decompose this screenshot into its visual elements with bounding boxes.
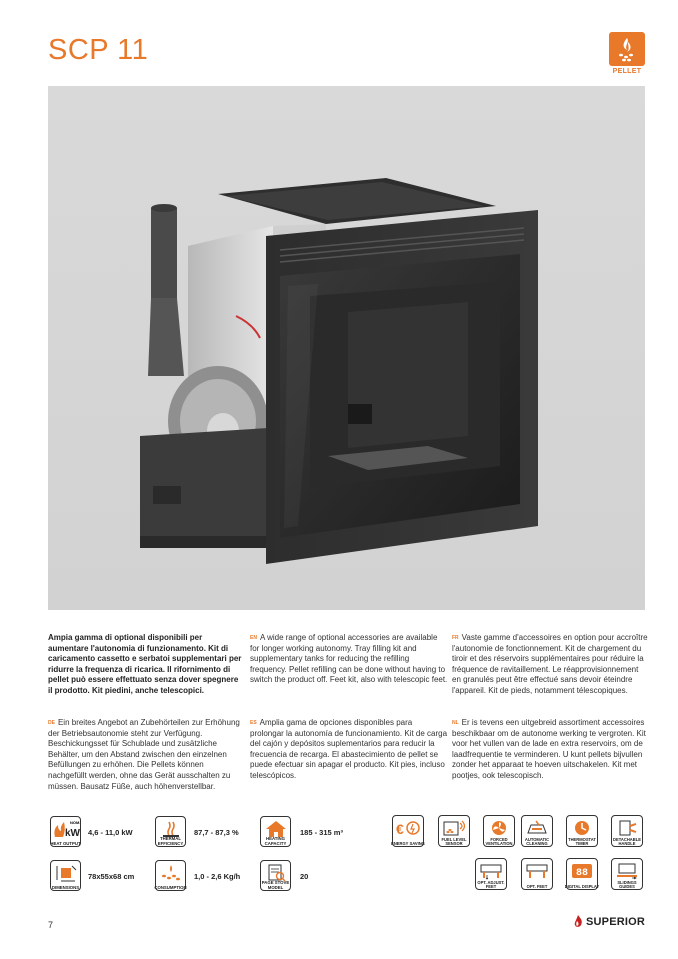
forced-ventilation-caption: FORCED VENTILATION xyxy=(485,836,513,847)
heat-output-caption: HEAT OUTPUT xyxy=(50,841,81,847)
description-it xyxy=(48,633,244,697)
pellet-flame-icon xyxy=(609,32,645,66)
forced-ventilation-icon xyxy=(483,815,515,847)
dimensions-caption: DIMENSIONS xyxy=(51,885,80,891)
pellet-badge xyxy=(609,32,645,78)
description-en-text: A wide range of optional accessories are available for longer working autonomy. Tray filling kit and supplementary tanks for reducing the refilling frequency. Pellet refilling can be done without having to switch the product off. Feet kit, also with telescopic feet. xyxy=(250,633,448,685)
sliding-guides-icon xyxy=(611,858,643,890)
thermal-efficiency-icon xyxy=(155,816,186,847)
brand-logo xyxy=(572,915,645,929)
adjustable-feet-icon xyxy=(475,858,507,890)
consumption-value: 1,0 - 2,6 Kg/h xyxy=(194,872,241,881)
energy-saving-icon xyxy=(392,815,424,847)
brand-flame-icon xyxy=(572,915,584,929)
feet-caption: OPT. FEET xyxy=(526,884,548,890)
detachable-handle-caption: DETACHABLE HANDLE xyxy=(613,836,641,847)
lang-code-en: EN xyxy=(250,635,257,641)
pellet-label: PELLET xyxy=(612,68,642,75)
sliding-guides-caption: SLIDINGS GUIDES xyxy=(617,879,637,890)
consumption-icon xyxy=(155,860,186,891)
brand-name: SUPERIOR xyxy=(586,916,646,928)
heat-output-unit: kW xyxy=(64,828,80,839)
dimensions-icon xyxy=(50,860,81,891)
lang-code-nl: NL xyxy=(452,720,459,726)
thermal-efficiency-caption: THERMAL EFFICIENCY xyxy=(157,836,184,847)
fuel-level-sensor-caption: FUEL LEVEL SENSOR xyxy=(441,836,467,847)
dimensions-value: 78x55x68 cm xyxy=(88,872,135,881)
thermostat-timer-icon xyxy=(566,815,598,847)
svg-text:€: € xyxy=(396,821,404,837)
description-es xyxy=(250,718,448,782)
heating-capacity-caption: HEATING CAPACITY xyxy=(264,836,287,847)
automatic-cleaning-caption: AUTOMATIC CLEANING xyxy=(524,836,550,847)
description-fr-text: Vaste gamme d'accessoires en option pour accroître l'autonomie de fonctionnement. Kit de chargement du tiroir et des réservoirs supplémentaires pour réduire la fréquence de ravitaillement. Le réapprovisionnement en granulés peut être effectué sans devoir éteindre l'appareil. Kit de pieds, notamment télescopiques. xyxy=(452,633,648,695)
heating-capacity-icon xyxy=(260,816,291,847)
stove-model-caption: PAGE STOVE MODEL xyxy=(261,880,290,891)
description-nl xyxy=(452,718,648,782)
automatic-cleaning-icon xyxy=(521,815,553,847)
heat-output-badge: NOM. xyxy=(69,820,80,825)
description-nl-text: Er is tevens een uitgebreid assortiment accessoires beschikbaar om de autonome werking te vergroten. Kit voor het vullen van de lade en extra reservoirs, om de laadfrequentie te verminderen. U kunt pellets bijvullen zonder het apparaat te hoeven uitschakelen. Kit met pootjes, ook telescopisch. xyxy=(452,718,646,780)
stove-model-value: 20 xyxy=(300,872,309,881)
description-de-text: Ein breites Angebot an Zubehörteilen zur Erhöhung der Betriebsautonomie steht zur Verfügung. Beschickungsset für Schublade und zusätzliche Behälter, um den Abstand zwischen den einzelnen Befüllungen zu erhöhen. Die Pellets können nachgefüllt werden, ohne das Gerät ausschalten zu müssen. Bausatz Füße, auch höhenverstellbar. xyxy=(48,718,240,791)
heat-output-value: 4,6 - 11,0 kW xyxy=(88,828,133,837)
thermostat-timer-caption: THERMOSTAT TIMER xyxy=(568,836,596,847)
lang-code-de: DE xyxy=(48,720,55,726)
heating-capacity-value: 185 - 315 m³ xyxy=(300,828,343,837)
heat-output-icon xyxy=(50,816,81,847)
lang-code-fr: FR xyxy=(452,635,459,641)
digital-display-icon xyxy=(566,858,598,890)
lang-code-es: ES xyxy=(250,720,257,726)
adjustable-feet-caption: OPT. ADJUST. FEET xyxy=(477,879,505,890)
detachable-handle-icon xyxy=(611,815,643,847)
energy-saving-caption: ENERGY SAVING xyxy=(391,841,425,847)
page-title: SCP 11 xyxy=(48,34,149,66)
product-photo xyxy=(48,86,645,610)
feet-icon xyxy=(521,858,553,890)
description-es-text: Amplia gama de opciones disponibles para prolongar la autonomía de funcionamiento. Kit de carga del cajón y depósitos suplementarios para reducir la frecuencia de recarga. El abastecimiento de pellet se puede efectuar sin apagar el producto. Kit pies, incluso telescópicos. xyxy=(250,718,448,780)
description-fr xyxy=(452,633,648,697)
stove-model-icon xyxy=(260,860,291,891)
digital-display-digits: 88 xyxy=(575,868,589,879)
digital-display-caption: DIGITAL DISPLAY xyxy=(564,884,600,890)
description-en xyxy=(250,633,448,686)
description-de xyxy=(48,718,244,792)
fuel-level-sensor-icon xyxy=(438,815,470,847)
page-number: 7 xyxy=(48,920,54,930)
thermal-efficiency-value: 87,7 - 87,3 % xyxy=(194,828,239,837)
consumption-caption: CONSUMPTION xyxy=(154,885,187,891)
description-it-text: Ampia gamma di optional disponibili per aumentare l'autonomia di funzionamento. Kit di caricamento cassetto e serbatoi supplementari per ridurre la frequenza di ricarica. Il rifornimento di pellet può essere effettuato senza dover spegnere il prodotto. Kit piedini, anche telescopici. xyxy=(48,633,242,695)
